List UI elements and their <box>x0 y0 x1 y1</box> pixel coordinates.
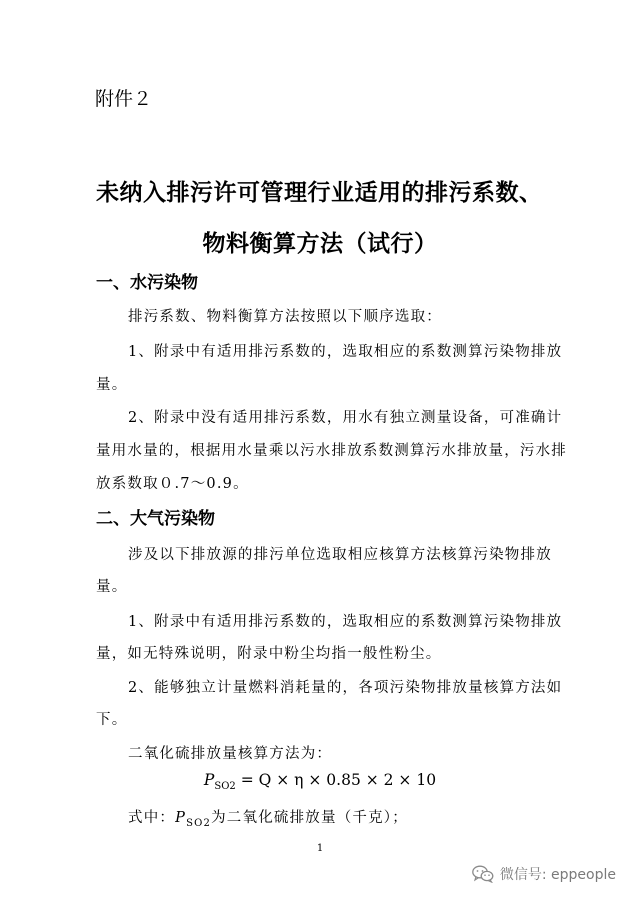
paragraph-line: 2、能够独立计量燃料消耗量的，各项污染物排放量核算方法如 <box>128 680 563 696</box>
title-line-1: 未纳入排污许可管理行业适用的排污系数、 <box>96 180 543 206</box>
formula-note-subscript: SO2 <box>186 817 212 829</box>
attachment-label: 附件２ <box>95 88 153 110</box>
paragraph-line: 2、附录中没有适用排污系数，用水有独立测量设备，可准确计 <box>128 410 563 426</box>
paragraph-line: 量。 <box>96 579 128 595</box>
paragraph-line: 下。 <box>96 712 128 728</box>
paragraph-line: 二氧化硫排放量核算方法为： <box>128 746 333 762</box>
formula-note-prefix: 式中： <box>128 810 176 826</box>
paragraph-line: 排污系数、物料衡算方法按照以下顺序选取： <box>128 309 442 325</box>
formula-subscript: SO2 <box>214 781 236 793</box>
paragraph-line: 放系数取０.7～0.9。 <box>96 476 249 492</box>
page-number: 1 <box>316 843 324 854</box>
formula-rhs: = Q × η × 0.85 × 2 × 10 <box>240 771 437 789</box>
wechat-watermark <box>472 864 616 884</box>
section-heading-water: 一、水污染物 <box>96 273 198 293</box>
paragraph-line: 量，如无特殊说明，附录中粉尘均指一般性粉尘。 <box>96 646 442 662</box>
paragraph-line: 1、附录中有适用排污系数的，选取相应的系数测算污染物排放 <box>128 344 563 360</box>
paragraph-line: 涉及以下排放源的排污单位选取相应核算方法核算污染物排放 <box>128 547 552 563</box>
title-line-2: 物料衡算方法（试行） <box>202 231 438 257</box>
so2-formula <box>0 771 640 792</box>
formula-note <box>128 806 408 829</box>
paragraph-line: 量。 <box>96 377 128 393</box>
section-heading-air: 二、大气污染物 <box>96 509 215 529</box>
wechat-icon <box>472 865 494 883</box>
formula-symbol: P <box>203 771 215 789</box>
watermark-text: 微信号: eppeople <box>499 867 616 883</box>
paragraph-line: 量用水量的，根据用水量乘以污水排放系数测算污水排放量，污水排 <box>96 443 567 459</box>
formula-note-suffix: 为二氧化硫排放量（千克）； <box>211 810 408 826</box>
paragraph-line: 1、附录中有适用排污系数的，选取相应的系数测算污染物排放 <box>128 614 563 630</box>
formula-note-symbol: P <box>175 810 187 826</box>
